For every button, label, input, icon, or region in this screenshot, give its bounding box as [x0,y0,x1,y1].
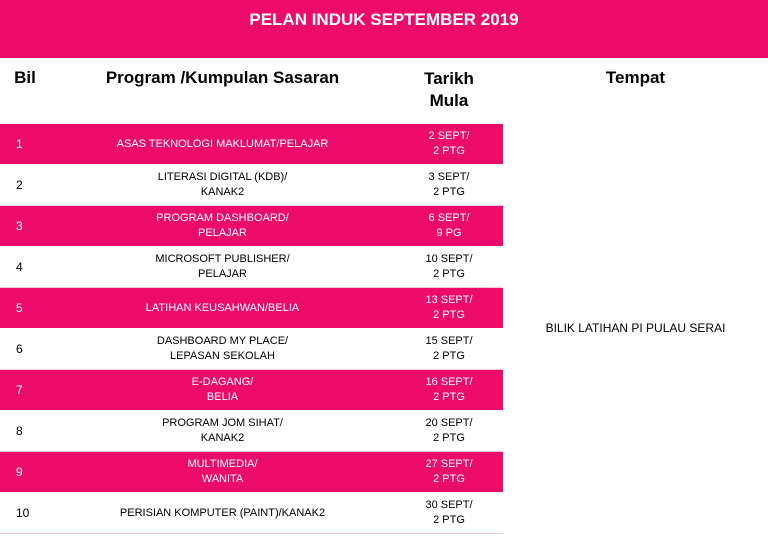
header-bil: Bil [14,68,36,87]
row-bil: 10 [16,506,30,520]
row-tarikh-line: 13 SEPT/ [425,294,473,306]
header-tarikh-line1: Tarikh [424,69,474,88]
row-tarikh-line: 2 PTG [433,432,465,444]
table-row [0,247,503,288]
row-tarikh-line: 2 PTG [433,186,465,198]
row-tarikh [395,206,503,246]
row-bil: 9 [16,465,23,479]
row-program-line: PROGRAM DASHBOARD/ [156,212,289,224]
table-row [0,452,503,493]
row-program-line: ASAS TEKNOLOGI MAKLUMAT/PELAJAR [116,137,329,150]
row-tarikh-line: 2 PTG [433,309,465,321]
header-tarikh-line2: Mula [429,91,469,110]
row-tarikh [395,452,503,492]
row-program [50,370,395,410]
row-program-line: PELAJAR [198,227,247,239]
row-bil: 1 [16,137,23,151]
row-bil: 5 [16,301,23,315]
row-program [50,288,395,328]
row-tarikh [395,247,503,287]
row-tarikh-line: 3 SEPT/ [428,171,470,183]
row-program-line: MULTIMEDIA/ [187,458,258,470]
row-tarikh [395,124,503,164]
row-tarikh-line: 16 SEPT/ [425,376,473,388]
row-program-line: KANAK2 [200,186,245,198]
header-program: Program /Kumpulan Sasaran [105,68,340,87]
row-tarikh-line: 9 PG [436,227,462,239]
row-program-line: LATIHAN KEUSAHWAN/BELIA [145,301,300,314]
row-tarikh-line: 30 SEPT/ [425,499,473,511]
row-bil: 2 [16,178,23,192]
table-row [0,288,503,329]
row-bil: 3 [16,219,23,233]
row-program-line: E-DAGANG/ [191,376,254,388]
row-tarikh-line: 2 SEPT/ [428,130,470,142]
row-program-line: WANITA [201,473,244,485]
row-tarikh-line: 2 PTG [433,514,465,526]
row-tarikh [395,329,503,369]
schedule-rows [0,124,503,534]
row-bil: 4 [16,260,23,274]
row-program-line: PELAJAR [198,268,247,280]
row-program-line: LITERASI DIGITAL (KDB)/ [157,171,288,183]
row-program-line: LEPASAN SEKOLAH [170,350,275,362]
row-program-line: BELIA [206,391,239,403]
row-tarikh-line: 20 SEPT/ [425,417,473,429]
row-tarikh-line: 6 SEPT/ [428,212,470,224]
row-tarikh-line: 2 PTG [433,350,465,362]
row-tarikh [395,493,503,533]
row-program-line: MICROSOFT PUBLISHER/ [155,253,290,265]
row-tarikh-line: 2 PTG [433,268,465,280]
row-tarikh-line: 15 SEPT/ [425,335,473,347]
row-program [50,493,395,533]
row-program-line: PERISIAN KOMPUTER (PAINT)/KANAK2 [119,506,326,519]
table-row [0,206,503,247]
row-program-line: PROGRAM JOM SIHAT/ [162,417,283,429]
row-program [50,411,395,451]
row-bil: 7 [16,383,23,397]
table-row [0,411,503,452]
row-program [50,124,395,164]
row-program [50,206,395,246]
row-program [50,452,395,492]
row-program-line: KANAK2 [200,432,245,444]
row-program [50,329,395,369]
table-row [0,124,503,165]
row-tarikh-line: 10 SEPT/ [425,253,473,265]
row-tarikh-line: 2 PTG [433,473,465,485]
table-row [0,165,503,206]
row-tarikh-line: 2 PTG [433,391,465,403]
tempat-cell [503,124,768,532]
row-tarikh-line: 27 SEPT/ [425,458,473,470]
page-title: PELAN INDUK SEPTEMBER 2019 [249,10,519,29]
header-tarikh [395,58,503,124]
row-program [50,165,395,205]
row-tarikh [395,411,503,451]
row-tarikh-line: 2 PTG [433,145,465,157]
row-tarikh [395,165,503,205]
row-bil: 6 [16,342,23,356]
table-row [0,493,503,534]
row-program [50,247,395,287]
row-tarikh [395,288,503,328]
table-row [0,370,503,411]
row-bil: 8 [16,424,23,438]
row-tarikh [395,370,503,410]
header-tempat: Tempat [605,68,666,87]
row-program-line: DASHBOARD MY PLACE/ [156,335,289,347]
table-row [0,329,503,370]
title-banner [0,0,768,58]
tempat-value: BILIK LATIHAN PI PULAU SERAI [545,321,726,335]
